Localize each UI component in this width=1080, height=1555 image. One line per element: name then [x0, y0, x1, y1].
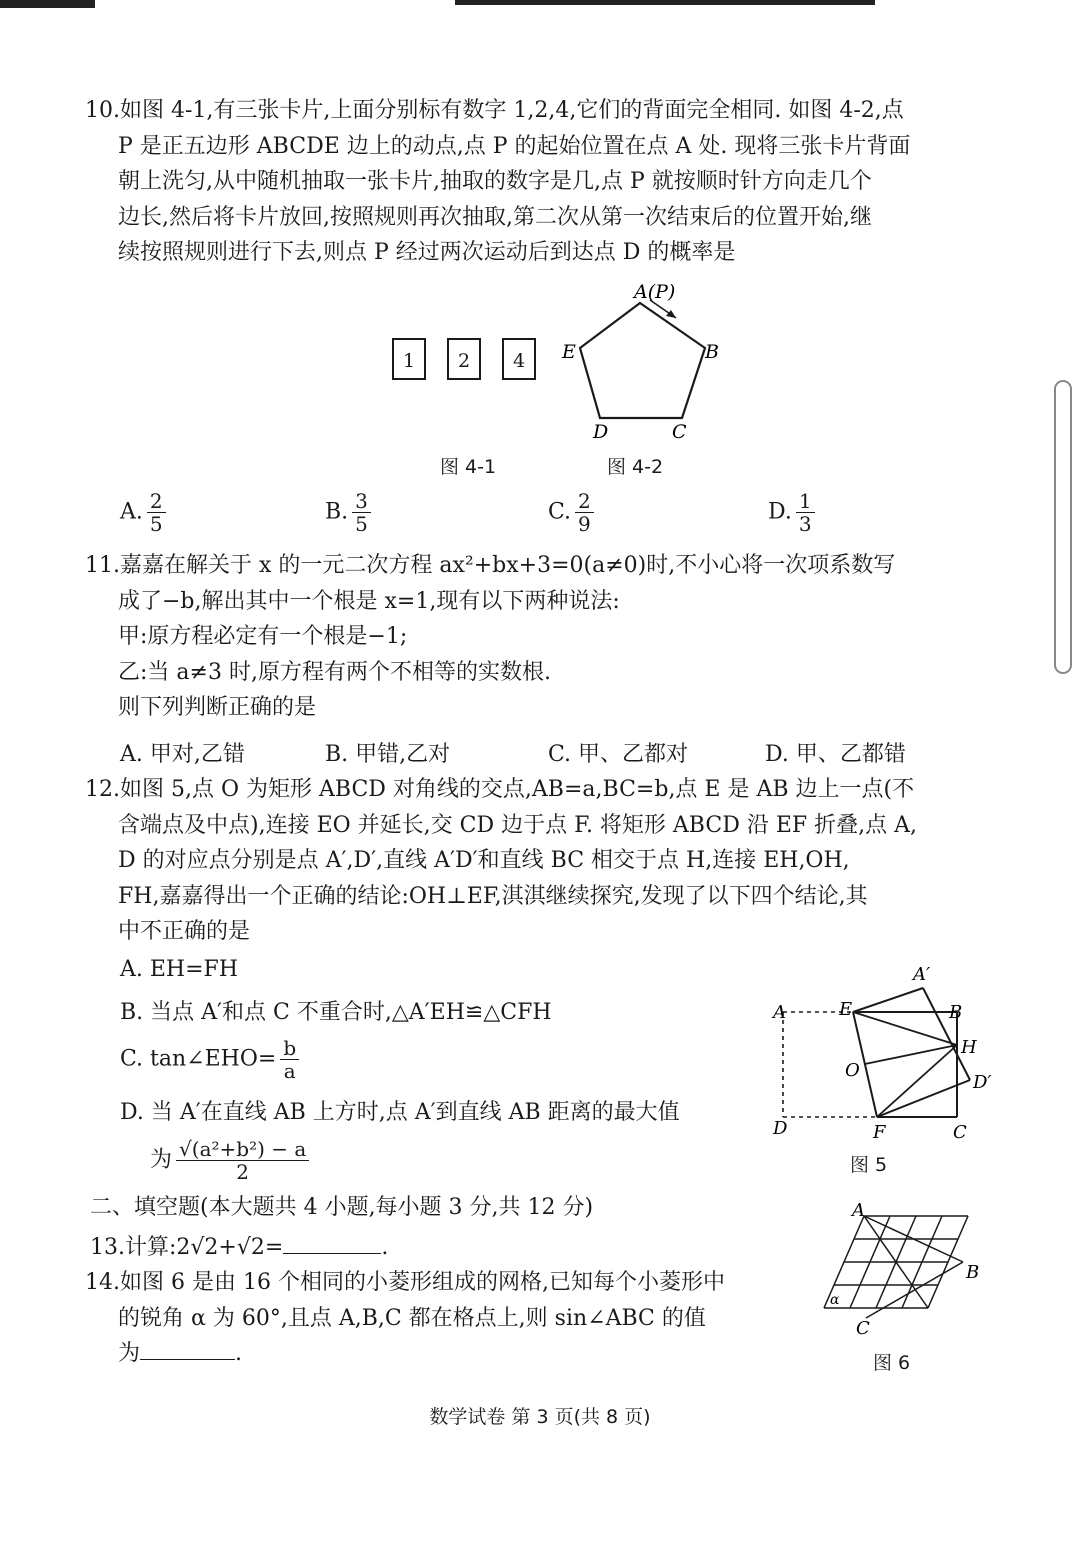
- q12-option-d[interactable]: [120, 1095, 680, 1126]
- q12-option-d-line1: D. 当 A′在直线 AB 上方时,点 A′到直线 AB 距离的最大值: [120, 1100, 680, 1125]
- page-footer: 数学试卷 第 3 页(共 8 页): [429, 1406, 651, 1428]
- pentagon-shape: [580, 303, 705, 418]
- segment-OH: [865, 1045, 957, 1064]
- q11-line-4: 乙:当 a≠3 时,原方程有两个不相等的实数根.: [118, 659, 551, 685]
- q13-answer-blank[interactable]: [283, 1231, 381, 1254]
- label-C: C: [672, 421, 687, 443]
- fig6-label-B: B: [966, 1262, 980, 1283]
- q11-option-b[interactable]: B. 甲错,乙对: [325, 742, 451, 767]
- fig5-label-D: D: [773, 1118, 788, 1139]
- label-E: E: [562, 341, 576, 363]
- q12-option-c[interactable]: C. tan∠EHO= $\frac{b}{a}$: [120, 1037, 299, 1082]
- q11-option-d[interactable]: D. 甲、乙都错: [765, 742, 906, 767]
- q10-option-c[interactable]: C. $\frac{2}{9}$: [548, 490, 594, 535]
- scan-mark-left: [0, 0, 95, 8]
- q10-option-b[interactable]: B. $\frac{3}{5}$: [325, 490, 371, 535]
- question-12: [85, 772, 1010, 950]
- q11-line-5: 则下列判断正确的是: [118, 695, 317, 720]
- fig-4-2-caption: 图 4-2: [607, 456, 664, 478]
- question-14: [85, 1265, 805, 1372]
- q14-answer-blank[interactable]: [140, 1337, 235, 1360]
- figure-6: [808, 1200, 1008, 1340]
- segment-ApDp: [923, 988, 970, 1080]
- q10-line-4: 边长,然后将卡片放回,按照规则再次抽取,第二次从第一次结束后的位置开始,继: [118, 204, 872, 230]
- card-1: 1: [392, 338, 426, 380]
- fig5-label-Dp: D′: [973, 1072, 992, 1093]
- fig-5-caption: 图 5: [850, 1154, 888, 1176]
- q12-option-b[interactable]: B. 当点 A′和点 C 不重合时,△A′EH≌△CFH: [120, 1000, 552, 1025]
- q11-line-1: 11.嘉嘉在解关于 x 的一元二次方程 ax²+bx+3=0(a≠0)时,不小心将一次项系数写: [85, 553, 896, 578]
- q11-line-2: 成了−b,解出其中一个根是 x=1,现有以下两种说法:: [118, 588, 620, 614]
- label-A: A(P): [634, 281, 676, 303]
- q11-option-c[interactable]: C. 甲、乙都对: [548, 742, 689, 767]
- q10-line-3: 朝上洗匀,从中随机抽取一张卡片,抽取的数字是几,点 P 就按顺时针方向走几个: [118, 169, 872, 194]
- fraction: $\frac{2}{9}$: [575, 490, 594, 535]
- question-10: [85, 93, 1010, 271]
- fraction: $\frac{b}{a}$: [280, 1037, 299, 1082]
- fig-4-1-caption: 图 4-1: [440, 456, 497, 478]
- q10-line-5: 续按照规则进行下去,则点 P 经过两次运动后到达点 D 的概率是: [118, 240, 736, 265]
- q12-line-3: D 的对应点分别是点 A′,D′,直线 A′D′和直线 BC 相交于点 H,连接 EH,OH,: [118, 848, 850, 873]
- segment-EH: [853, 1012, 957, 1045]
- card-2: 2: [447, 338, 481, 380]
- fig-6-caption: 图 6: [873, 1352, 911, 1374]
- q12-line-5: 中不正确的是: [118, 919, 251, 944]
- binding-clip: [1054, 380, 1072, 674]
- fig5-label-C: C: [953, 1122, 967, 1143]
- q12-option-a[interactable]: A. EH=FH: [120, 957, 239, 982]
- fig5-label-O: O: [845, 1060, 860, 1081]
- segment-EAp: [853, 988, 923, 1012]
- segment-BC: [866, 1262, 963, 1318]
- q10-line-1: 10.如图 4-1,有三张卡片,上面分别标有数字 1,2,4,它们的背面完全相同. 如图 4-2,点: [85, 98, 904, 123]
- question-13: 13.计算:2√2+√2= .: [90, 1230, 388, 1261]
- q10-option-d[interactable]: D. $\frac{1}{3}$: [768, 490, 815, 535]
- q14-line-1: 14.如图 6 是由 16 个相同的小菱形组成的网格,已知每个小菱形中: [85, 1270, 725, 1295]
- q14-line-2: 的锐角 α 为 60°,且点 A,B,C 都在格点上,则 sin∠ABC 的值: [118, 1305, 706, 1331]
- fig5-label-B: B: [949, 1002, 963, 1023]
- rhombus-grid: [824, 1216, 968, 1318]
- pentagon-figure: [550, 278, 730, 448]
- card-4: 4: [502, 338, 536, 380]
- fig5-label-H: H: [961, 1037, 977, 1058]
- question-11: [85, 548, 1010, 726]
- fig5-label-A: A: [773, 1002, 786, 1023]
- q10-line-2: P 是正五边形 ABCDE 边上的动点,点 P 的起始位置在点 A 处. 现将三张卡片背面: [118, 133, 911, 159]
- fig6-label-C: C: [856, 1318, 870, 1339]
- scan-mark-right: [455, 0, 875, 5]
- q12-line-1: 12.如图 5,点 O 为矩形 ABCD 对角线的交点,AB=a,BC=b,点 E 是 AB 边上一点(不: [85, 777, 915, 802]
- q12-line-4: FH,嘉嘉得出一个正确的结论:OH⊥EF,淇淇继续探究,发现了以下四个结论,其: [118, 883, 868, 909]
- label-D: D: [593, 421, 609, 443]
- fig5-label-E: E: [839, 999, 853, 1020]
- section-2-heading: 二、填空题(本大题共 4 小题,每小题 3 分,共 12 分): [90, 1195, 594, 1220]
- q10-option-a[interactable]: A. $\frac{2}{5}$: [120, 490, 166, 535]
- fraction: $\frac{2}{5}$: [147, 490, 166, 535]
- figure-5: [765, 960, 1015, 1145]
- fig5-label-Ap: A′: [913, 964, 931, 985]
- label-B: B: [705, 341, 719, 363]
- fig6-label-A: A: [852, 1200, 865, 1221]
- q11-option-a[interactable]: A. 甲对,乙错: [120, 742, 245, 767]
- fig5-label-F: F: [873, 1122, 886, 1143]
- fraction: $\frac{\text{√(a²+b²) − a}}{2}$: [176, 1138, 309, 1183]
- q14-line-3: 为 .: [85, 1336, 805, 1372]
- fig6-label-alpha: α: [830, 1292, 840, 1308]
- q11-line-3: 甲:原方程必定有一个根是−1;: [118, 624, 408, 649]
- q12-option-d-answer: 为 $\frac{\text{√(a²+b²) − a}}{2}$: [150, 1138, 309, 1183]
- fraction: $\frac{1}{3}$: [796, 490, 815, 535]
- segment-FH: [877, 1045, 957, 1117]
- fraction: $\frac{3}{5}$: [352, 490, 371, 535]
- q12-line-2: 含端点及中点),连接 EO 并延长,交 CD 边于点 F. 将矩形 ABCD 沿 EF 折叠,点 A,: [118, 812, 918, 838]
